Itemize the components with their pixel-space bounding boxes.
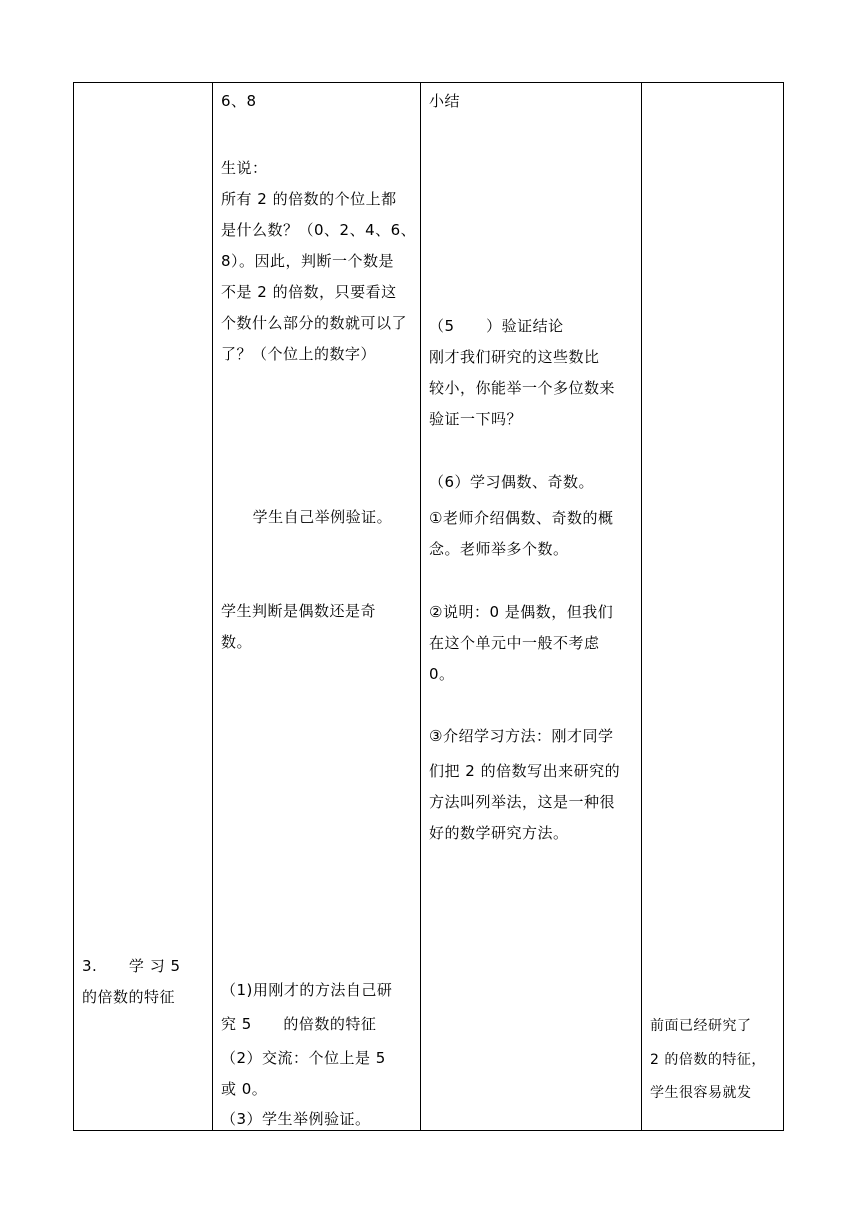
student-activity-line: 生说： bbox=[221, 159, 268, 177]
student-activity-line: 究 5 的倍数的特征 bbox=[221, 1015, 377, 1033]
column-divider bbox=[212, 82, 213, 1131]
student-activity-line: 学生自己举例验证。 bbox=[221, 508, 393, 526]
student-activity-line: 所有 2 的倍数的个位上都 bbox=[221, 190, 397, 208]
teacher-activity-line: 念。老师举多个数。 bbox=[429, 540, 569, 558]
column-divider bbox=[641, 82, 642, 1131]
student-activity-line: 6、8 bbox=[221, 92, 257, 110]
student-activity-line: 不是 2 的倍数，只要看这 bbox=[221, 283, 397, 301]
teacher-activity-line: 在这个单元中一般不考虑 bbox=[429, 634, 600, 652]
teacher-activity-line: 刚才我们研究的这些数比 bbox=[429, 348, 600, 366]
design-note-line: 前面已经研究了 bbox=[650, 1018, 752, 1034]
student-activity-line: 学生判断是偶数还是奇 bbox=[221, 602, 377, 620]
design-note-line: 2 的倍数的特征， bbox=[650, 1052, 766, 1068]
student-activity-line: 个数什么部分的数就可以了 bbox=[221, 314, 408, 332]
student-activity-line: 或 0。 bbox=[221, 1080, 268, 1098]
teacher-activity-line: ①老师介绍偶数、奇数的概 bbox=[429, 509, 614, 527]
section-title-line: 的倍数的特征 bbox=[82, 988, 176, 1006]
teacher-activity-line: 小结 bbox=[429, 92, 461, 110]
teacher-activity-line: （6）学习偶数、奇数。 bbox=[429, 473, 595, 491]
teacher-activity-line: ②说明：0 是偶数，但我们 bbox=[429, 603, 614, 621]
teacher-activity-line: ③介绍学习方法：刚才同学 bbox=[429, 727, 614, 745]
student-activity-line: 8）。因此，判断一个数是 bbox=[221, 252, 395, 270]
design-note-line: 学生很容易就发 bbox=[650, 1085, 752, 1101]
teacher-activity-line: （5 ）验证结论 bbox=[429, 317, 564, 335]
teacher-activity-line: 们把 2 的倍数写出来研究的 bbox=[429, 762, 621, 780]
teacher-activity-line: 方法叫列举法，这是一种很 bbox=[429, 793, 616, 811]
teacher-activity-line: 较小，你能举一个多位数来 bbox=[429, 379, 616, 397]
teacher-activity-line: 验证一下吗？ bbox=[429, 410, 523, 428]
teacher-activity-line: 好的数学研究方法。 bbox=[429, 824, 569, 842]
student-activity-line: 是什么数？（0、2、4、6、 bbox=[221, 221, 417, 239]
column-divider bbox=[420, 82, 421, 1131]
student-activity-line: 数。 bbox=[221, 633, 253, 651]
student-activity-line: 了？（个位上的数字） bbox=[221, 345, 377, 363]
student-activity-line: （3）学生举例验证。 bbox=[221, 1110, 371, 1128]
student-activity-line: （2）交流：个位上是 5 bbox=[221, 1049, 386, 1067]
student-activity-line: （1)用刚才的方法自己研 bbox=[221, 981, 393, 999]
teacher-activity-line: 0。 bbox=[429, 665, 455, 683]
section-title-line: 3. 学 习 5 bbox=[82, 957, 181, 975]
